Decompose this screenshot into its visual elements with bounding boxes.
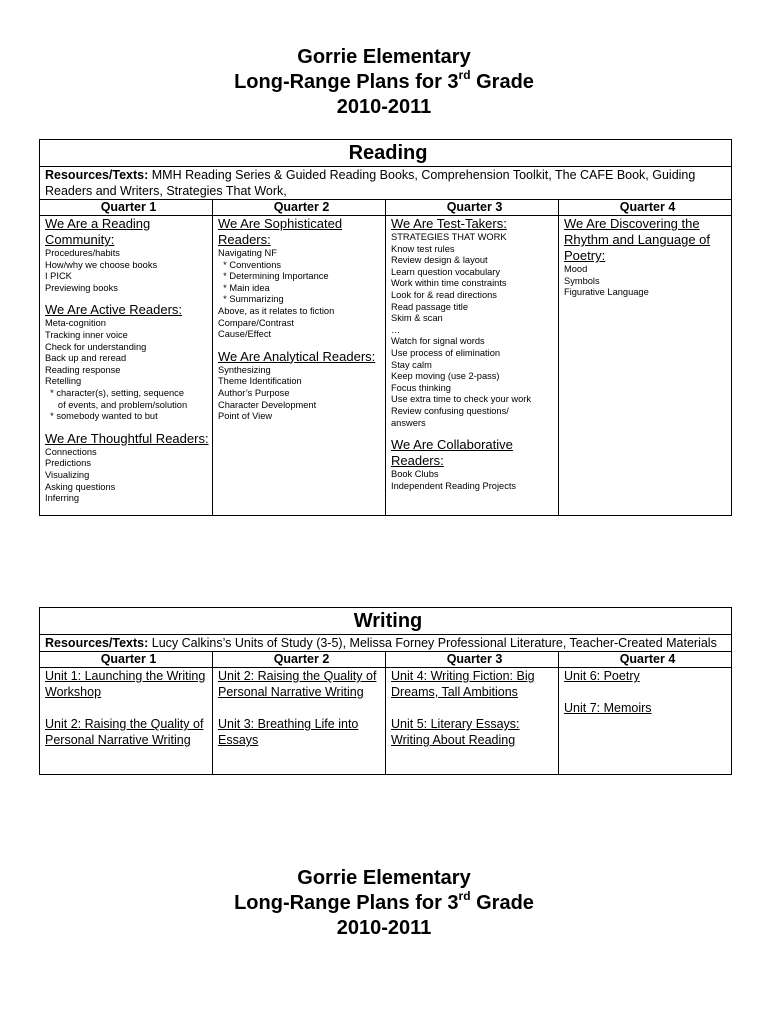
writing-quarter-4-cell	[559, 668, 732, 775]
list-item: How/why we choose books	[45, 259, 158, 270]
reading-quarter-1-header: Quarter 1	[40, 200, 213, 216]
unit-title: Unit 5: Literary Essays: Writing About Reading	[391, 717, 520, 747]
page-title	[0, 45, 768, 120]
unit-heading: We Are Sophisticated Readers:	[218, 216, 343, 247]
list-item: Use extra time to check your work	[391, 394, 532, 405]
list-item: Watch for signal words	[391, 336, 485, 347]
list-item: Previewing books	[45, 282, 118, 293]
school-year: 2010-2011	[336, 96, 432, 118]
list-item: Navigating NF	[218, 248, 277, 258]
list-item: Point of View	[218, 411, 273, 422]
list-item: Look for & read directions	[391, 289, 497, 300]
list-item: of events, and problem/solution	[45, 399, 188, 410]
unit-heading: We Are Thoughtful Readers:	[45, 430, 209, 446]
list-item: Procedures/habits	[45, 248, 120, 258]
item-list	[45, 248, 212, 294]
writing-quarter-2-header: Quarter 2	[213, 652, 386, 668]
reading-table	[39, 139, 732, 516]
list-item: * somebody wanted to but	[45, 411, 158, 422]
list-item: Symbols	[564, 275, 600, 286]
school-name: Gorrie Elementary	[297, 46, 471, 68]
unit-title: Unit 1: Launching the Writing Workshop	[45, 669, 206, 699]
list-item: * Conventions	[218, 259, 282, 270]
writing-resources: Resources/Texts: Lucy Calkins’s Units of Study (3-5), Melissa Forney Professional Literature, Teacher-Created Materials	[40, 635, 732, 652]
list-item: Figurative Language	[564, 287, 649, 298]
list-item: Review confusing questions/	[391, 405, 509, 416]
list-item: Meta-cognition	[45, 318, 106, 329]
item-list	[45, 447, 212, 505]
reading-quarter-3-cell	[386, 216, 559, 516]
item-list	[391, 232, 558, 429]
school-name: Gorrie Elementary	[297, 867, 471, 889]
list-item: answers	[391, 417, 426, 428]
item-list	[564, 264, 731, 299]
school-year: 2010-2011	[336, 917, 432, 939]
reading-quarter-1-cell	[40, 216, 213, 516]
list-item: * Determining Importance	[218, 271, 329, 282]
unit-heading: We Are Active Readers:	[45, 302, 183, 318]
list-item: Learn question vocabulary	[391, 266, 501, 277]
list-item: Character Development	[218, 399, 317, 410]
unit-title: Unit 3: Breathing Life into Essays	[218, 717, 359, 747]
list-item: Above, as it relates to fiction	[218, 305, 335, 316]
list-item: Work within time constraints	[391, 278, 507, 289]
list-item: Read passage title	[391, 301, 469, 312]
item-list	[218, 365, 385, 423]
reading-quarter-2-cell	[213, 216, 386, 516]
list-item: I PICK	[45, 271, 72, 282]
list-item: Cause/Effect	[218, 329, 272, 340]
list-item: Tracking inner voice	[45, 329, 128, 340]
unit-heading: We Are Analytical Readers:	[218, 348, 376, 364]
list-item: Back up and reread	[45, 353, 127, 364]
writing-quarter-2-cell	[213, 668, 386, 775]
unit-heading: We Are Discovering the Rhythm and Language of Poetry:	[564, 216, 710, 263]
writing-heading: Writing	[40, 608, 732, 635]
reading-quarter-4-header: Quarter 4	[559, 200, 732, 216]
unit-heading: We Are Collaborative Readers:	[391, 437, 513, 469]
list-item: Skim & scan	[391, 313, 443, 324]
writing-quarter-1-cell	[40, 668, 213, 775]
reading-resources: Resources/Texts: MMH Reading Series & Guided Reading Books, Comprehension Toolkit, The CAFE Book, Guiding Readers and Writers, Strategies That Work,	[40, 167, 732, 200]
item-list	[218, 248, 385, 341]
unit-title: Unit 6: Poetry	[564, 669, 640, 683]
list-item: Connections	[45, 446, 97, 457]
list-item: * character(s), setting, sequence	[45, 387, 185, 398]
list-item: Know test rules	[391, 243, 455, 254]
list-item: Reading response	[45, 364, 121, 375]
plan-title: Long-Range Plans for 3rd Grade	[234, 889, 534, 914]
list-item: Compare/Contrast	[218, 317, 294, 328]
list-item: Author’s Purpose	[218, 387, 290, 398]
plan-title: Long-Range Plans for 3rd Grade	[234, 68, 534, 93]
list-item: Book Clubs	[391, 469, 439, 480]
item-list	[45, 318, 212, 422]
writing-quarter-3-cell	[386, 668, 559, 775]
writing-quarter-1-header: Quarter 1	[40, 652, 213, 668]
list-item: Visualizing	[45, 469, 90, 480]
unit-heading: We Are Test-Takers:	[391, 216, 507, 231]
writing-table	[39, 607, 732, 775]
unit-title: Unit 7: Memoirs	[564, 701, 652, 715]
list-item: Use process of elimination	[391, 347, 501, 358]
item-list	[391, 469, 558, 492]
list-item: * Summarizing	[218, 294, 284, 305]
unit-title: Unit 4: Writing Fiction: Big Dreams, Tall Ambitions	[391, 669, 535, 699]
list-item: Retelling	[45, 376, 82, 387]
list-item: Predictions	[45, 458, 91, 469]
unit-heading: We Are a Reading Community:	[45, 216, 151, 247]
list-item: Focus thinking	[391, 382, 451, 393]
unit-title: Unit 2: Raising the Quality of Personal Narrative Writing	[218, 669, 377, 699]
list-item: Keep moving (use 2-pass)	[391, 371, 500, 382]
reading-heading: Reading	[40, 140, 732, 167]
list-item: STRATEGIES THAT WORK	[391, 232, 507, 242]
unit-title: Unit 2: Raising the Quality of Personal Narrative Writing	[45, 717, 204, 747]
list-item: Mood	[564, 264, 588, 274]
writing-quarter-3-header: Quarter 3	[386, 652, 559, 668]
page-title-repeat	[0, 866, 768, 941]
list-item: Theme Identification	[218, 376, 302, 387]
list-item: Synthesizing	[218, 364, 271, 375]
list-item: Inferring	[45, 493, 80, 504]
reading-quarter-4-cell	[559, 216, 732, 516]
list-item: Check for understanding	[45, 341, 147, 352]
list-item: * Main idea	[218, 282, 270, 293]
list-item: …	[391, 324, 401, 335]
list-item: Independent Reading Projects	[391, 480, 517, 491]
list-item: Asking questions	[45, 481, 116, 492]
reading-quarter-3-header: Quarter 3	[386, 200, 559, 216]
reading-quarter-2-header: Quarter 2	[213, 200, 386, 216]
list-item: Review design & layout	[391, 255, 488, 266]
writing-quarter-4-header: Quarter 4	[559, 652, 732, 668]
list-item: Stay calm	[391, 359, 432, 370]
